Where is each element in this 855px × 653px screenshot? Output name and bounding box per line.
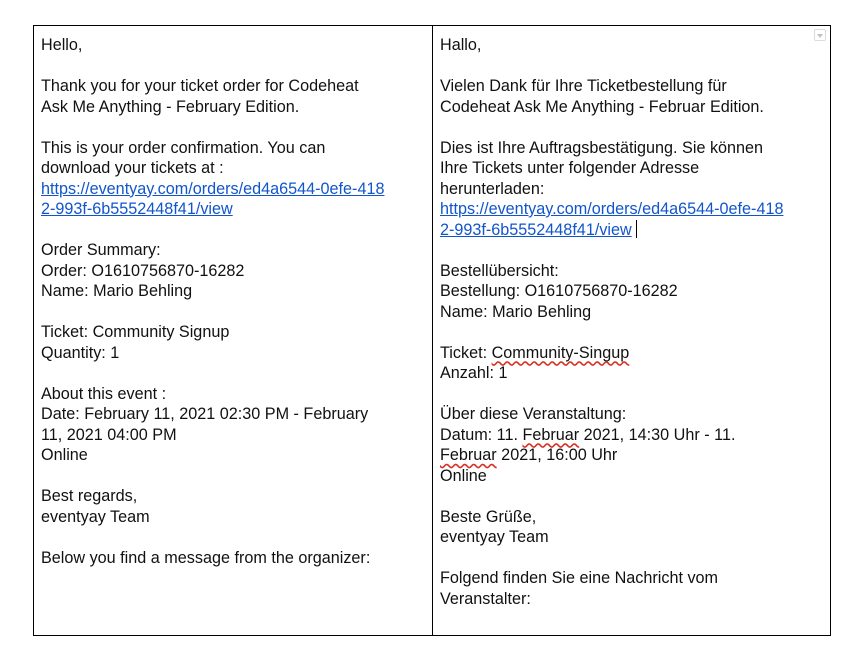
en-confirmation-line: download your tickets at : xyxy=(41,159,224,177)
en-thanks-line: Ask Me Anything - February Edition. xyxy=(41,97,300,116)
en-event-block xyxy=(41,384,425,466)
de-thanks-line: Vielen Dank für Ihre Ticketbestellung für xyxy=(440,77,727,95)
de-quantity-line xyxy=(440,363,823,384)
de-thanks-line: Codeheat Ask Me Anything - Februar Edition. xyxy=(440,97,764,116)
en-date-line: Date: February 11, 2021 02:30 PM - February xyxy=(41,405,369,423)
english-cell[interactable] xyxy=(34,26,433,635)
de-summary-block xyxy=(440,261,823,323)
translation-table xyxy=(33,25,831,636)
en-location: Online xyxy=(41,446,88,464)
de-greeting: Hallo, xyxy=(440,36,482,54)
de-date-line xyxy=(440,425,823,446)
de-confirmation-line: Dies ist Ihre Auftragsbestätigung. Sie können xyxy=(440,138,764,157)
de-order-link[interactable]: https://eventyay.com/orders/ed4a6544-0efe-418 xyxy=(440,200,784,218)
en-order-link[interactable]: 2-993f-6b5552448f41/view xyxy=(41,200,233,218)
en-team: eventyay Team xyxy=(41,507,150,526)
de-quantity-value: 1 xyxy=(494,364,508,382)
de-about-heading: Über diese Veranstaltung: xyxy=(440,405,627,423)
german-cell[interactable] xyxy=(433,26,830,635)
de-month-flagged[interactable]: Februar xyxy=(522,425,580,444)
en-thanks-block xyxy=(41,76,425,117)
en-ticket-block xyxy=(41,322,425,363)
de-regards: Beste Grüße, xyxy=(440,507,537,526)
de-organizer-line: Veranstalter: xyxy=(440,589,531,608)
de-team: eventyay Team xyxy=(440,528,549,546)
en-organizer-block xyxy=(41,548,425,569)
en-confirmation-line: This is your order confirmation. You can xyxy=(41,138,326,157)
en-greeting-block xyxy=(41,35,425,56)
de-greeting-block xyxy=(440,35,823,56)
de-event-block xyxy=(440,404,823,486)
de-confirmation-line: Ihre Tickets unter folgender Adresse xyxy=(440,159,700,177)
de-ticket-name-misspelled[interactable]: Community-Singup xyxy=(491,343,630,362)
en-greeting: Hello, xyxy=(41,36,83,54)
de-ticket-line xyxy=(440,343,823,364)
dropdown-arrow-icon[interactable] xyxy=(814,29,826,41)
de-ticket-block xyxy=(440,343,823,384)
en-summary-heading: Order Summary: xyxy=(41,241,161,259)
de-summary-heading: Bestellübersicht: xyxy=(440,261,559,280)
en-organizer-message: Below you find a message from the organizer: xyxy=(41,548,371,567)
de-date-text: 2021, 16:00 Uhr xyxy=(496,446,618,464)
en-summary-block xyxy=(41,240,425,302)
en-date-line: 11, 2021 04:00 PM xyxy=(41,425,177,444)
en-thanks-line: Thank you for your ticket order for Codeheat xyxy=(41,77,359,95)
de-order-link-line xyxy=(440,220,823,241)
de-date-text: Datum: 11. xyxy=(440,425,523,444)
de-month-flagged[interactable]: Februar xyxy=(440,446,497,464)
en-ticket: Ticket: Community Signup xyxy=(41,323,230,341)
de-date-line xyxy=(440,445,823,466)
de-location: Online xyxy=(440,466,487,485)
de-name: Name: Mario Behling xyxy=(440,302,592,321)
en-regards: Best regards, xyxy=(41,487,138,505)
de-date-text: 2021, 14:30 Uhr - 11. xyxy=(579,425,736,444)
de-confirmation-block xyxy=(440,138,823,241)
en-about-heading: About this event : xyxy=(41,384,167,403)
en-order-number: Order: O1610756870-16282 xyxy=(41,261,245,280)
de-order-number: Bestellung: O1610756870-16282 xyxy=(440,282,678,300)
de-signoff-block xyxy=(440,507,823,548)
en-confirmation-block xyxy=(41,138,425,220)
de-organizer-line: Folgend finden Sie eine Nachricht vom xyxy=(440,569,719,587)
de-order-link[interactable]: 2-993f-6b5552448f41/view xyxy=(440,220,632,239)
de-ticket-prefix: Ticket: xyxy=(440,343,492,362)
de-quantity-label: Anzahl: xyxy=(440,364,494,382)
en-quantity: Quantity: 1 xyxy=(41,343,120,362)
en-name: Name: Mario Behling xyxy=(41,282,193,300)
text-cursor xyxy=(636,220,638,238)
en-signoff-block xyxy=(41,486,425,527)
de-organizer-block xyxy=(440,568,823,609)
de-confirmation-line: herunterladen: xyxy=(440,179,545,198)
de-thanks-block xyxy=(440,76,823,117)
en-order-link[interactable]: https://eventyay.com/orders/ed4a6544-0efe-418 xyxy=(41,179,385,198)
